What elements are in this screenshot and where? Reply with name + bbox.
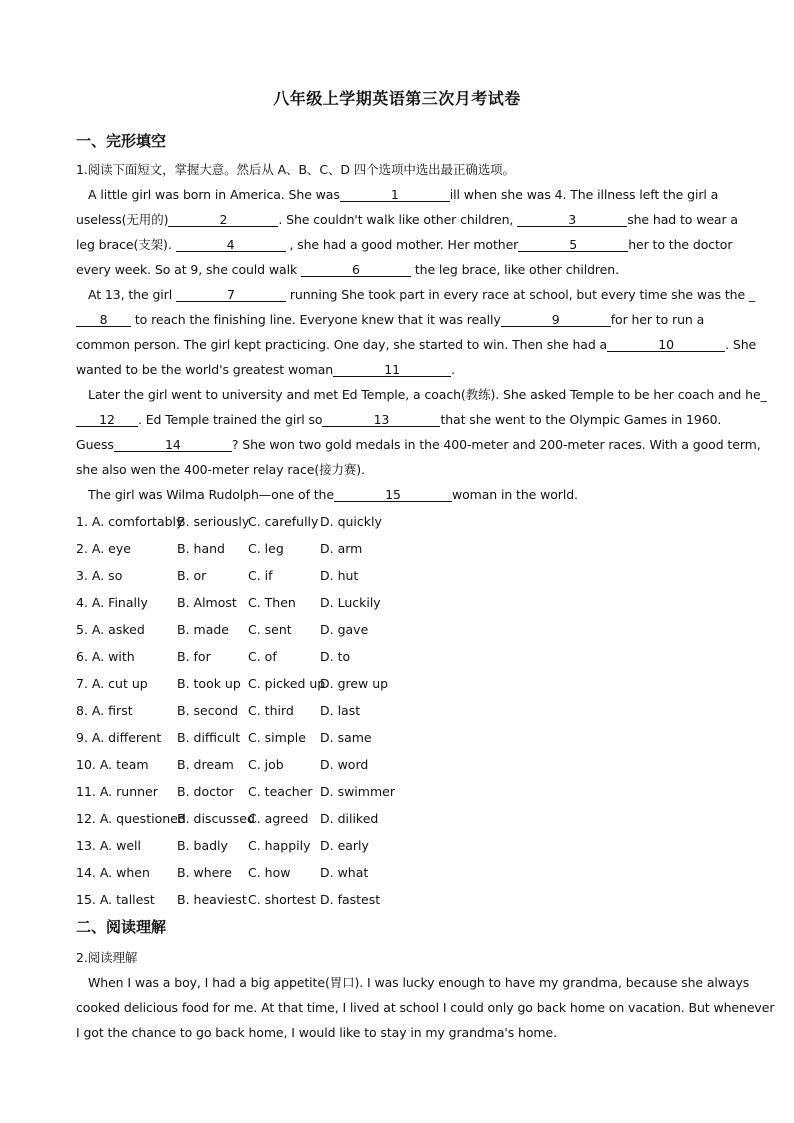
option-d: D. gave: [320, 622, 369, 637]
option-row: [76, 568, 406, 584]
option-d: D. hut: [320, 568, 359, 583]
passage-text: she also wen the 400-meter relay race(接力赛).: [76, 462, 365, 477]
passage-text: ? She won two gold medals in the 400-meter and 200-meter races. With a good term,: [231, 437, 761, 452]
option-c: C. agreed: [248, 811, 309, 826]
option-c: C. carefully: [248, 514, 319, 529]
passage-line: [76, 487, 726, 503]
option-row: [76, 649, 406, 665]
passage-text: the leg brace, like other children.: [414, 262, 619, 277]
option-row: [76, 838, 406, 854]
option-a: 7. A. cut up: [76, 676, 148, 691]
blank-12: 12: [76, 413, 138, 427]
option-b: B. second: [177, 703, 239, 718]
option-d: D. swimmer: [320, 784, 395, 799]
option-c: C. simple: [248, 730, 306, 745]
passage-text: , she had a good mother. Her mother: [289, 237, 519, 252]
option-row: [76, 892, 406, 908]
blank-3: 3: [517, 213, 627, 227]
section-heading-reading: 二、阅读理解: [76, 918, 167, 936]
blank-10: 10: [607, 338, 725, 352]
passage-text: that she went to the Olympic Games in 1960.: [440, 412, 722, 427]
passage-line: [76, 412, 726, 428]
option-c: C. of: [248, 649, 277, 664]
blank-6: 6: [301, 263, 411, 277]
passage-text: ill when she was 4. The illness left the girl a: [449, 187, 719, 202]
passage-line: [76, 262, 726, 278]
option-a: 8. A. first: [76, 703, 133, 718]
option-d: D. Luckily: [320, 595, 381, 610]
option-row: [76, 595, 406, 611]
option-a: 10. A. team: [76, 757, 149, 772]
blank-15: 15: [334, 488, 452, 502]
option-b: B. discussed: [177, 811, 255, 826]
option-b: B. badly: [177, 838, 228, 853]
reading-instruction: 2.阅读理解: [76, 950, 138, 965]
blank-11: 11: [333, 363, 451, 377]
passage-line: [76, 312, 726, 328]
option-d: D. word: [320, 757, 369, 772]
option-c: C. happily: [248, 838, 311, 853]
passage-text: The girl was Wilma Rudolph—one of the: [88, 487, 334, 502]
option-row: [76, 757, 406, 773]
option-a: 4. A. Finally: [76, 595, 148, 610]
passage-line: [76, 337, 757, 353]
option-b: B. for: [177, 649, 211, 664]
page-title: 八年级上学期英语第三次月考试卷: [273, 89, 521, 108]
option-a: 12. A. questioned: [76, 811, 186, 826]
blank-7: 7: [176, 288, 286, 302]
passage-text: _: [760, 387, 767, 402]
passage-text: common person. The girl kept practicing. One day, she started to win. Then she had a: [76, 337, 608, 352]
passage-line: [76, 462, 726, 478]
passage-text: woman in the world.: [451, 487, 578, 502]
passage-text: she had to wear a: [627, 212, 738, 227]
option-c: C. job: [248, 757, 284, 772]
option-d: D. quickly: [320, 514, 382, 529]
blank-4: 4: [176, 238, 286, 252]
blank-9: 9: [501, 313, 611, 327]
passage-text: running She took part in every race at school, but every time she was the: [289, 287, 746, 302]
option-row: [76, 703, 406, 719]
option-a: 13. A. well: [76, 838, 141, 853]
passage-text: for her to run a: [610, 312, 705, 327]
option-a: 6. A. with: [76, 649, 135, 664]
passage-text: _: [748, 287, 756, 302]
passage-line: [76, 387, 767, 403]
passage-text: useless(无用的): [76, 212, 169, 227]
passage-text: cooked delicious food for me. At that time, I lived at school I could only go back home on vacation. But whenever: [76, 1000, 775, 1015]
passage-text: I got the chance to go back home, I would like to stay in my grandma's home.: [76, 1025, 557, 1040]
blank-14: 14: [114, 438, 232, 452]
option-b: B. seriously: [177, 514, 250, 529]
option-a: 2. A. eye: [76, 541, 131, 556]
option-row: [76, 730, 406, 746]
blank-2: 2: [168, 213, 278, 227]
option-row: [76, 622, 406, 638]
option-row: [76, 676, 406, 692]
option-b: B. dream: [177, 757, 234, 772]
option-row: [76, 865, 406, 881]
passage-text: . Ed Temple trained the girl so: [138, 412, 323, 427]
option-row: [76, 784, 406, 800]
option-c: C. third: [248, 703, 294, 718]
option-row: [76, 811, 406, 827]
passage-text: Later the girl went to university and met Ed Temple, a coach(教练). She asked Temple to be her coach and he: [88, 387, 761, 402]
option-d: D. grew up: [320, 676, 389, 691]
option-a: 11. A. runner: [76, 784, 158, 799]
option-b: B. Almost: [177, 595, 237, 610]
cloze-instruction: 1.阅读下面短文，掌握大意。然后从 A、B、C、D 四个选项中选出最正确选项。: [76, 162, 515, 177]
passage-line: [76, 362, 726, 378]
passage-text: When I was a boy, I had a big appetite(胃口). I was lucky enough to have my grandma, because she always: [88, 975, 750, 990]
option-d: D. early: [320, 838, 369, 853]
blank-13: 13: [322, 413, 440, 427]
reading-passage-line: [76, 975, 750, 991]
option-row: [76, 514, 406, 530]
option-c: C. Then: [248, 595, 296, 610]
option-c: C. picked up: [248, 676, 326, 691]
option-b: B. made: [177, 622, 229, 637]
option-c: C. teacher: [248, 784, 313, 799]
passage-text: to reach the finishing line. Everyone knew that it was really: [134, 312, 501, 327]
option-c: C. how: [248, 865, 291, 880]
option-a: 9. A. different: [76, 730, 162, 745]
passage-text: . She: [725, 337, 757, 352]
option-b: B. hand: [177, 541, 225, 556]
option-a: 3. A. so: [76, 568, 123, 583]
option-b: B. took up: [177, 676, 241, 691]
option-d: D. to: [320, 649, 351, 664]
passage-line: [76, 237, 733, 253]
option-d: D. arm: [320, 541, 363, 556]
passage-line: [76, 187, 726, 203]
option-d: D. what: [320, 865, 369, 880]
blank-8: 8: [76, 313, 131, 327]
option-row: [76, 541, 406, 557]
passage-line: [76, 437, 761, 453]
section-heading-cloze: 一、完形填空: [76, 132, 167, 150]
option-a: 1. A. comfortably: [76, 514, 184, 529]
option-b: B. heaviest: [177, 892, 247, 907]
reading-passage-line: [76, 1025, 726, 1041]
option-c: C. if: [248, 568, 273, 583]
option-a: 5. A. asked: [76, 622, 145, 637]
option-b: B. or: [177, 568, 207, 583]
passage-text: A little girl was born in America. She was: [88, 187, 340, 202]
passage-text: .: [451, 362, 455, 377]
passage-text: At 13, the girl: [88, 287, 173, 302]
option-d: D. same: [320, 730, 372, 745]
option-a: 14. A. when: [76, 865, 150, 880]
blank-5: 5: [518, 238, 628, 252]
passage-line: [76, 212, 738, 228]
option-b: B. doctor: [177, 784, 234, 799]
option-c: C. sent: [248, 622, 292, 637]
passage-text: wanted to be the world's greatest woman: [76, 362, 334, 377]
option-d: D. fastest: [320, 892, 381, 907]
passage-text: . She couldn't walk like other children,: [278, 212, 514, 227]
option-b: B. where: [177, 865, 232, 880]
passage-text: leg brace(支架).: [76, 237, 172, 252]
passage-text: Guess: [76, 437, 114, 452]
passage-line: [76, 287, 756, 303]
option-c: C. leg: [248, 541, 284, 556]
option-c: C. shortest: [248, 892, 316, 907]
option-d: D. last: [320, 703, 361, 718]
option-a: 15. A. tallest: [76, 892, 155, 907]
option-b: B. difficult: [177, 730, 241, 745]
passage-text: her to the doctor: [628, 237, 733, 252]
passage-text: every week. So at 9, she could walk: [76, 262, 298, 277]
option-d: D. diliked: [320, 811, 379, 826]
reading-passage-line: [76, 1000, 775, 1016]
blank-1: 1: [340, 188, 450, 202]
